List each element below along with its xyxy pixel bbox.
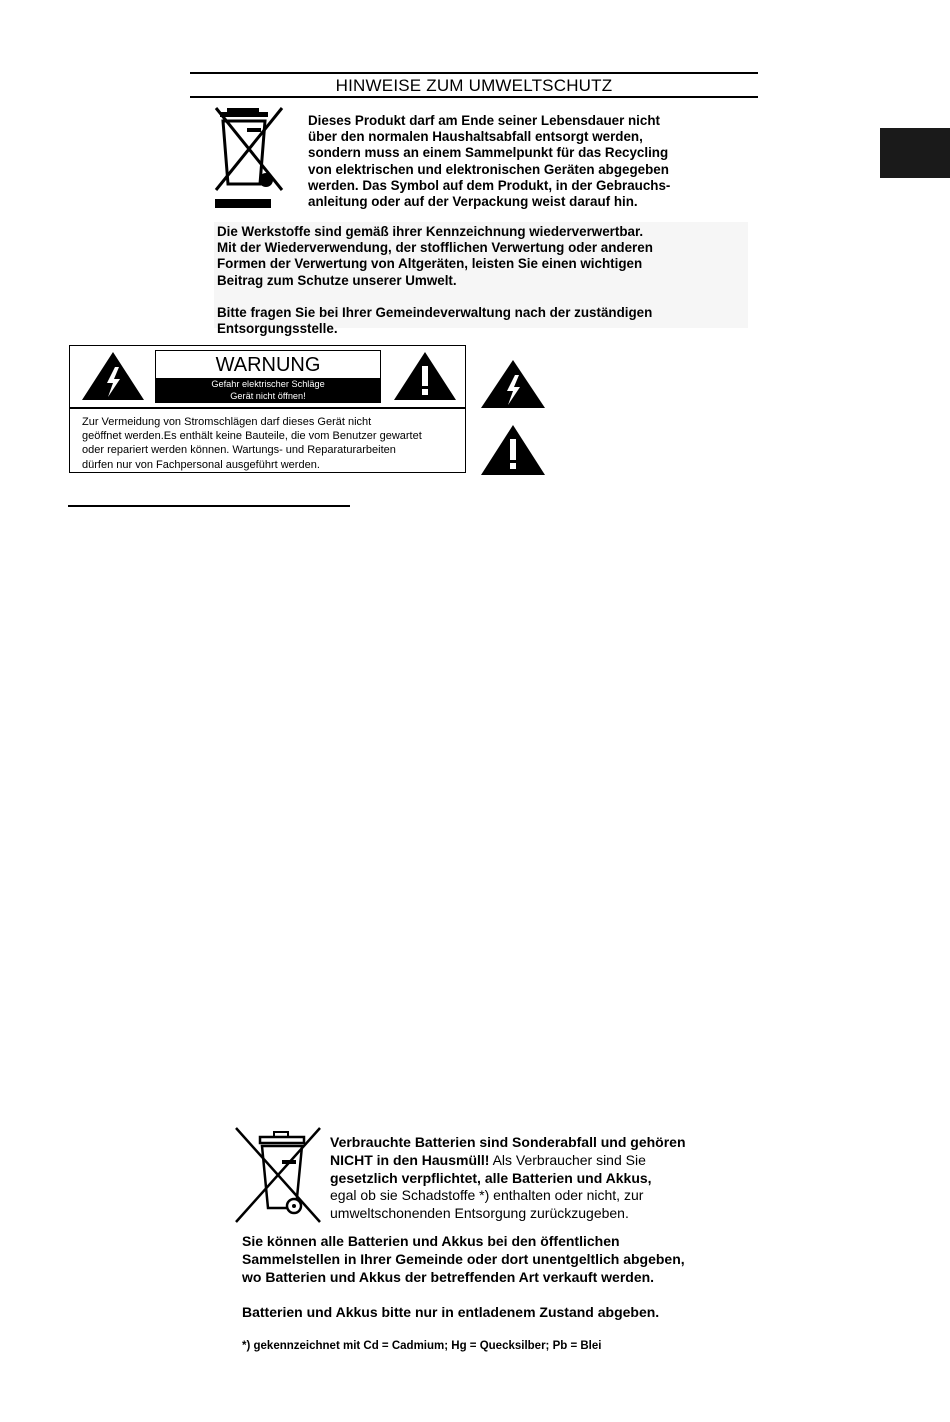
environment-title: HINWEISE ZUM UMWELTSCHUTZ: [335, 76, 613, 95]
warning-title: WARNUNG: [215, 354, 321, 376]
warning-subtitle: Gefahr elektrischer Schläge Gerät nicht öffnen!: [156, 378, 380, 402]
exclamation-triangle-icon: [392, 350, 458, 402]
warning-text: Zur Vermeidung von Stromschlägen darf dieses Gerät nicht geöffnet werden.Es enthält keine Bauteile, die vom Benutzer gewartet oder repariert werden können. Wartungs- und Reparaturarbeiten dürfen nur von Fachpersonal ausgeführt werden.: [82, 416, 422, 471]
battery-intro-rest-1: Als Verbraucher sind Sie: [492, 1151, 646, 1168]
battery-intro-rest-2: egal ob sie Schadstoffe *) enthalten oder nicht, zur umweltschonenden Entsorgung zurückzugeben.: [330, 1187, 644, 1222]
battery-footnote: *) gekennzeichnet mit Cd = Cadmium; Hg = Quecksilber; Pb = Blei: [242, 1340, 602, 1352]
title-bottom-rule: [190, 96, 758, 98]
battery-discharged-text: Batterien und Akkus bitte nur in entladenem Zustand abgeben.: [242, 1304, 660, 1320]
warning-divider: [70, 407, 465, 409]
battery-bin-icon: [232, 1126, 326, 1224]
lightning-triangle-icon: [479, 358, 547, 410]
battery-collection-text: Sie können alle Batterien und Akkus bei den öffentlichen Sammelstellen in Ihrer Gemeinde oder dort unentgeltlich abgeben, wo Batterien und Akkus der betreffenden Art verkauft werden.: [242, 1233, 685, 1285]
environment-recycling-text: Die Werkstoffe sind gemäß ihrer Kennzeichnung wiederverwertbar. Mit der Wiederverwendung, der stofflichen Verwertung oder anderen Formen der Verwertung von Altgeräten, leisten Sie einen wichtigen Beitrag zum Schutze unserer Umwelt.: [217, 224, 653, 288]
battery-intro-bold-2: gesetzlich verpflichtet, alle Batterien und Akkus,: [330, 1169, 652, 1186]
title-top-rule: [190, 72, 758, 74]
warning-box: [69, 345, 466, 473]
environment-ask-text: Bitte fragen Sie bei Ihrer Gemeindeverwaltung nach der zuständigen Entsorgungsstelle.: [217, 305, 653, 337]
battery-intro-text: [330, 1134, 720, 1223]
exclamation-triangle-icon: [479, 423, 547, 477]
section-divider: [68, 505, 350, 507]
warning-label: [155, 350, 381, 403]
environment-intro-text: Dieses Produkt darf am Ende seiner Lebensdauer nicht über den normalen Haushaltsabfall entsorgt werden, sondern muss an einem Sammelpunkt für das Recycling von elektrischen und elektronischen Geräten abgegeben werden. Das Symbol auf dem Produkt, in der Gebrauchs- anleitung oder auf der Verpackung weist darauf hin.: [308, 113, 671, 210]
crossed-bin-icon: [210, 104, 290, 210]
lightning-triangle-icon: [80, 350, 146, 402]
battery-intro-bold-1: Verbrauchte Batterien sind Sonderabfall und gehören NICHT in den Hausmüll!: [330, 1134, 686, 1168]
side-section-tab: [880, 128, 950, 178]
